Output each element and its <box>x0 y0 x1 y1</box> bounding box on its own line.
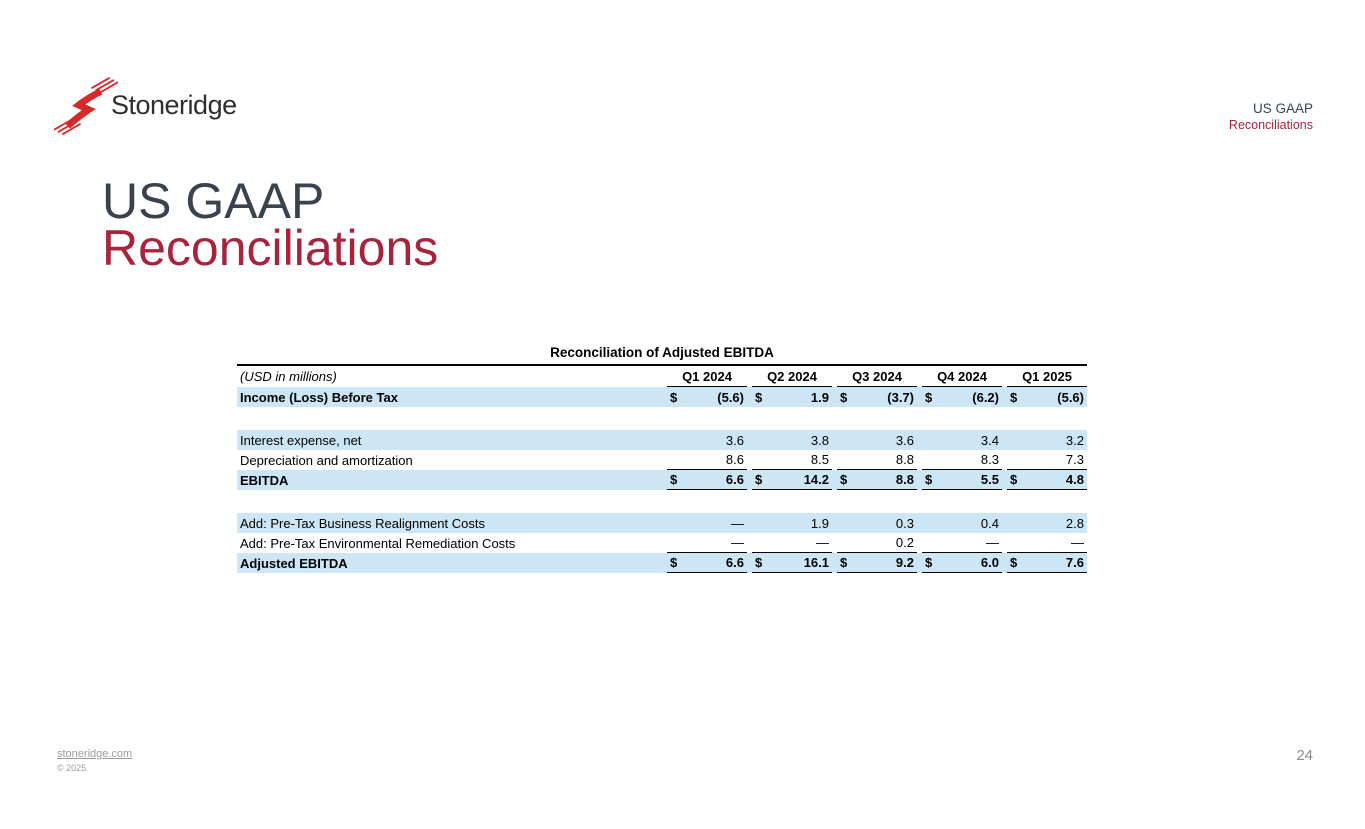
column-header-q1-2024: Q1 2024 <box>667 366 747 387</box>
row-label: Adjusted EBITDA <box>240 555 348 571</box>
page-title <box>102 173 439 276</box>
table-cell <box>837 387 917 407</box>
dollar-sign: $ <box>1010 472 1018 487</box>
cell-value: — <box>816 535 829 550</box>
table-row-income-before-tax <box>237 387 1087 407</box>
table-cell <box>752 387 832 407</box>
stoneridge-s-icon <box>54 74 118 138</box>
table-cell <box>752 450 832 470</box>
cell-value: — <box>731 535 744 550</box>
ebitda-reconciliation-table <box>237 345 1087 573</box>
table-cell <box>922 470 1002 490</box>
corner-header-line2: Reconciliations <box>1228 118 1313 132</box>
dollar-sign: $ <box>1010 389 1018 405</box>
table-cell <box>667 430 747 450</box>
table-cell <box>922 450 1002 470</box>
table-cell <box>837 430 917 450</box>
cell-value: 3.6 <box>895 432 914 448</box>
cell-value: 6.6 <box>725 555 744 570</box>
dollar-sign: $ <box>670 389 678 405</box>
cell-value: 3.8 <box>810 432 829 448</box>
table-cell <box>667 450 747 470</box>
website-link[interactable]: stoneridge.com <box>57 748 133 760</box>
page-title-line2: Reconciliations <box>102 220 439 276</box>
table-cell <box>752 533 832 553</box>
page-number: 24 <box>1296 747 1313 764</box>
cell-value: 8.8 <box>895 452 914 467</box>
copyright-text: © 2025 <box>57 763 87 773</box>
dollar-sign: $ <box>925 389 933 405</box>
column-header-q4-2024: Q4 2024 <box>922 366 1002 387</box>
column-header-q1-2025: Q1 2025 <box>1007 366 1087 387</box>
logo-company-name: Stoneridge <box>111 89 237 120</box>
table-title: Reconciliation of Adjusted EBITDA <box>550 345 774 360</box>
table-cell <box>752 553 832 573</box>
row-label: Income (Loss) Before Tax <box>240 389 398 405</box>
table-cell <box>922 533 1002 553</box>
cell-value: 6.6 <box>725 472 744 487</box>
table-row-business-realignment <box>237 513 1087 533</box>
cell-value: (6.2) <box>972 389 999 405</box>
table-row-depreciation-amortization <box>237 450 1087 470</box>
cell-value: (5.6) <box>717 389 744 405</box>
column-header-q3-2024: Q3 2024 <box>837 366 917 387</box>
table-cell <box>1007 533 1087 553</box>
table-row-ebitda <box>237 470 1087 490</box>
table-cell <box>922 430 1002 450</box>
table-cell <box>667 533 747 553</box>
cell-value: 0.3 <box>895 515 914 531</box>
corner-header <box>1229 101 1313 133</box>
row-label: Depreciation and amortization <box>240 452 413 468</box>
table-cell <box>667 387 747 407</box>
table-body <box>237 364 1087 573</box>
column-header-q2-2024: Q2 2024 <box>752 366 832 387</box>
table-row-interest-expense <box>237 430 1087 450</box>
table-cell <box>752 470 832 490</box>
cell-value: 5.5 <box>980 472 999 487</box>
cell-value: — <box>731 515 744 531</box>
row-label: Interest expense, net <box>240 432 362 448</box>
cell-value: 8.3 <box>980 452 999 467</box>
table-cell <box>837 533 917 553</box>
dollar-sign: $ <box>840 555 848 570</box>
dollar-sign: $ <box>1010 555 1018 570</box>
cell-value: 8.6 <box>725 452 744 467</box>
cell-value: (3.7) <box>887 389 914 405</box>
cell-value: 7.3 <box>1065 452 1084 467</box>
table-spacer-row <box>237 490 1087 513</box>
cell-value: — <box>1071 535 1084 550</box>
dollar-sign: $ <box>755 389 763 405</box>
table-cell <box>752 513 832 533</box>
table-cell <box>922 513 1002 533</box>
table-cell <box>837 513 917 533</box>
table-cell <box>922 387 1002 407</box>
cell-value: 3.6 <box>725 432 744 448</box>
dollar-sign: $ <box>670 555 678 570</box>
cell-value: 0.4 <box>980 515 999 531</box>
cell-value: 16.1 <box>803 555 829 570</box>
row-label: Add: Pre-Tax Environmental Remediation Costs <box>240 535 516 551</box>
cell-value: — <box>986 535 999 550</box>
stoneridge-logo <box>54 74 237 138</box>
table-cell <box>1007 513 1087 533</box>
row-label: EBITDA <box>240 472 289 488</box>
table-cell <box>667 553 747 573</box>
cell-value: 1.9 <box>810 515 829 531</box>
cell-value: 9.2 <box>895 555 914 570</box>
dollar-sign: $ <box>670 472 678 487</box>
table-spacer-row <box>237 407 1087 430</box>
table-cell <box>837 470 917 490</box>
cell-value: 6.0 <box>980 555 999 570</box>
table-cell <box>1007 430 1087 450</box>
row-label: Add: Pre-Tax Business Realignment Costs <box>240 515 485 531</box>
cell-value: 3.2 <box>1065 432 1084 448</box>
cell-value: 14.2 <box>803 472 829 487</box>
table-cell <box>1007 387 1087 407</box>
dollar-sign: $ <box>925 472 933 487</box>
page-title-line1: US GAAP <box>102 173 325 229</box>
cell-value: 3.4 <box>980 432 999 448</box>
cell-value: (5.6) <box>1057 389 1084 405</box>
table-header-row <box>237 366 1087 387</box>
table-cell <box>1007 553 1087 573</box>
cell-value: 4.8 <box>1065 472 1084 487</box>
dollar-sign: $ <box>925 555 933 570</box>
dollar-sign: $ <box>840 389 848 405</box>
dollar-sign: $ <box>755 472 763 487</box>
table-cell <box>667 513 747 533</box>
cell-value: 0.2 <box>895 535 914 550</box>
cell-value: 1.9 <box>810 389 829 405</box>
cell-value: 8.5 <box>810 452 829 467</box>
table-cell <box>752 430 832 450</box>
corner-header-line1: US GAAP <box>1252 101 1313 116</box>
table-cell <box>837 450 917 470</box>
table-cell <box>837 553 917 573</box>
table-cell <box>922 553 1002 573</box>
table-cell <box>1007 450 1087 470</box>
table-cell <box>1007 470 1087 490</box>
dollar-sign: $ <box>755 555 763 570</box>
unit-label: (USD in millions) <box>240 369 337 384</box>
cell-value: 8.8 <box>895 472 914 487</box>
cell-value: 7.6 <box>1065 555 1084 570</box>
table-cell <box>667 470 747 490</box>
dollar-sign: $ <box>840 472 848 487</box>
footer <box>57 748 132 774</box>
table-row-adjusted-ebitda <box>237 553 1087 573</box>
table-row-environmental-remediation <box>237 533 1087 553</box>
cell-value: 2.8 <box>1065 515 1084 531</box>
